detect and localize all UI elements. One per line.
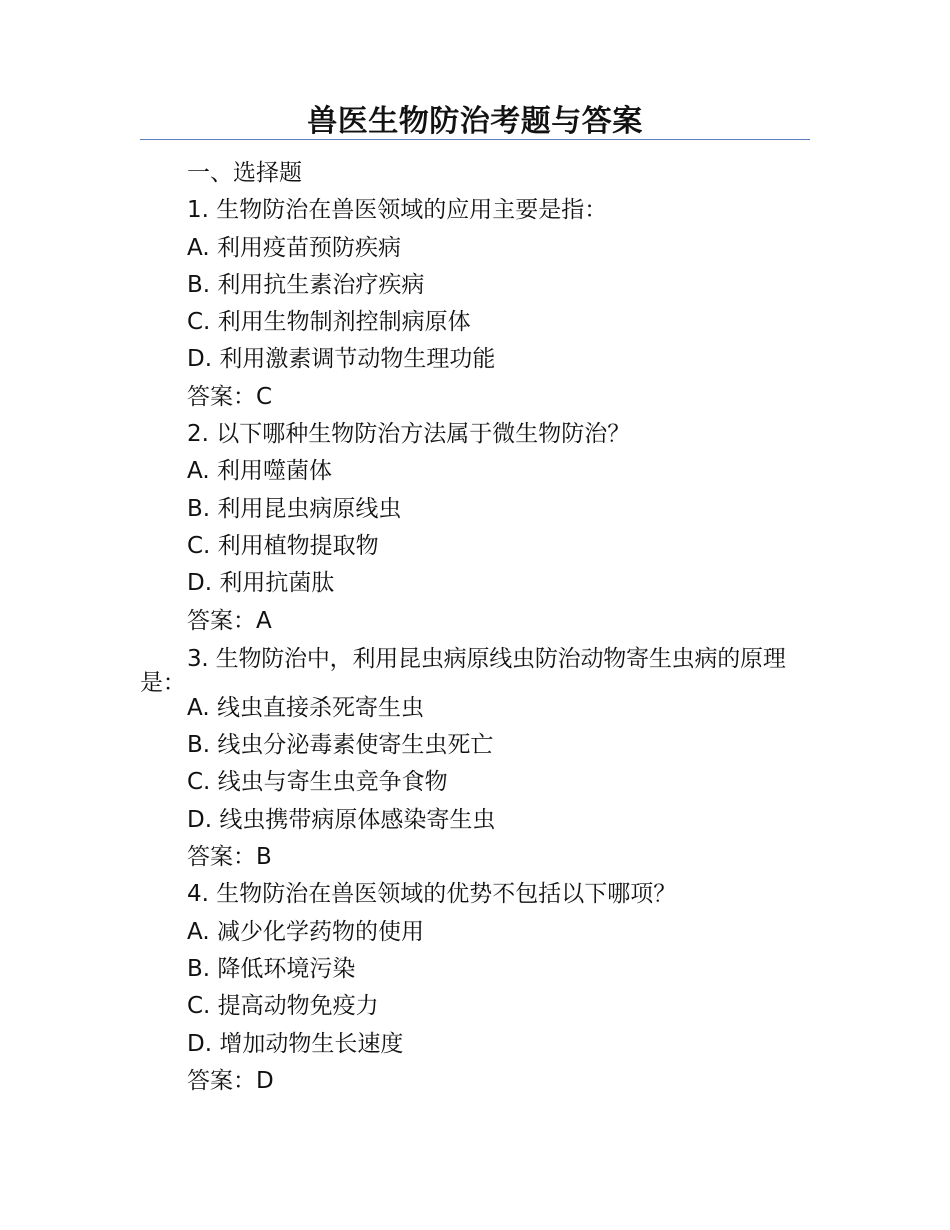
question-option: C. 线虫与寄生虫竞争食物 [187,769,448,796]
section-heading: 一、选择题 [187,160,302,186]
title-underline [140,139,810,140]
question-option: D. 利用激素调节动物生理功能 [187,346,496,373]
question-option: A. 利用噬菌体 [187,458,332,485]
question-option: B. 利用昆虫病原线虫 [187,495,402,522]
question-stem: 4. 生物防治在兽医领域的优势不包括以下哪项？ [187,881,677,908]
question-stem: 1. 生物防治在兽医领域的应用主要是指： [187,197,608,224]
question-option: B. 利用抗生素治疗疾病 [187,271,425,298]
question-option: D. 增加动物生长速度 [187,1030,404,1057]
question-answer: 答案：B [187,844,272,871]
question-option: B. 降低环境污染 [187,955,356,982]
question-answer: 答案：A [187,607,272,634]
question-option: A. 线虫直接杀死寄生虫 [187,694,424,721]
question-option: C. 提高动物免疫力 [187,993,379,1020]
question-answer: 答案：C [187,383,273,410]
question-option: B. 线虫分泌毒素使寄生虫死亡 [187,732,494,759]
question-option: A. 利用疫苗预防疾病 [187,234,401,261]
question-stem: 2. 以下哪种生物防治方法属于微生物防治？ [187,421,631,448]
question-option: D. 利用抗菌肽 [187,570,335,597]
question-option: A. 减少化学药物的使用 [187,918,424,945]
document-title: 兽医生物防治考题与答案 [307,104,643,139]
question-option: C. 利用植物提取物 [187,532,379,559]
question-stem: 3. 生物防治中，利用昆虫病原线虫防治动物寄生虫病的原理是： [140,645,786,696]
question-option: C. 利用生物制剂控制病原体 [187,309,471,336]
question-option: D. 线虫携带病原体感染寄生虫 [187,806,496,833]
question-answer: 答案：D [187,1067,274,1094]
document-body [140,155,812,1100]
